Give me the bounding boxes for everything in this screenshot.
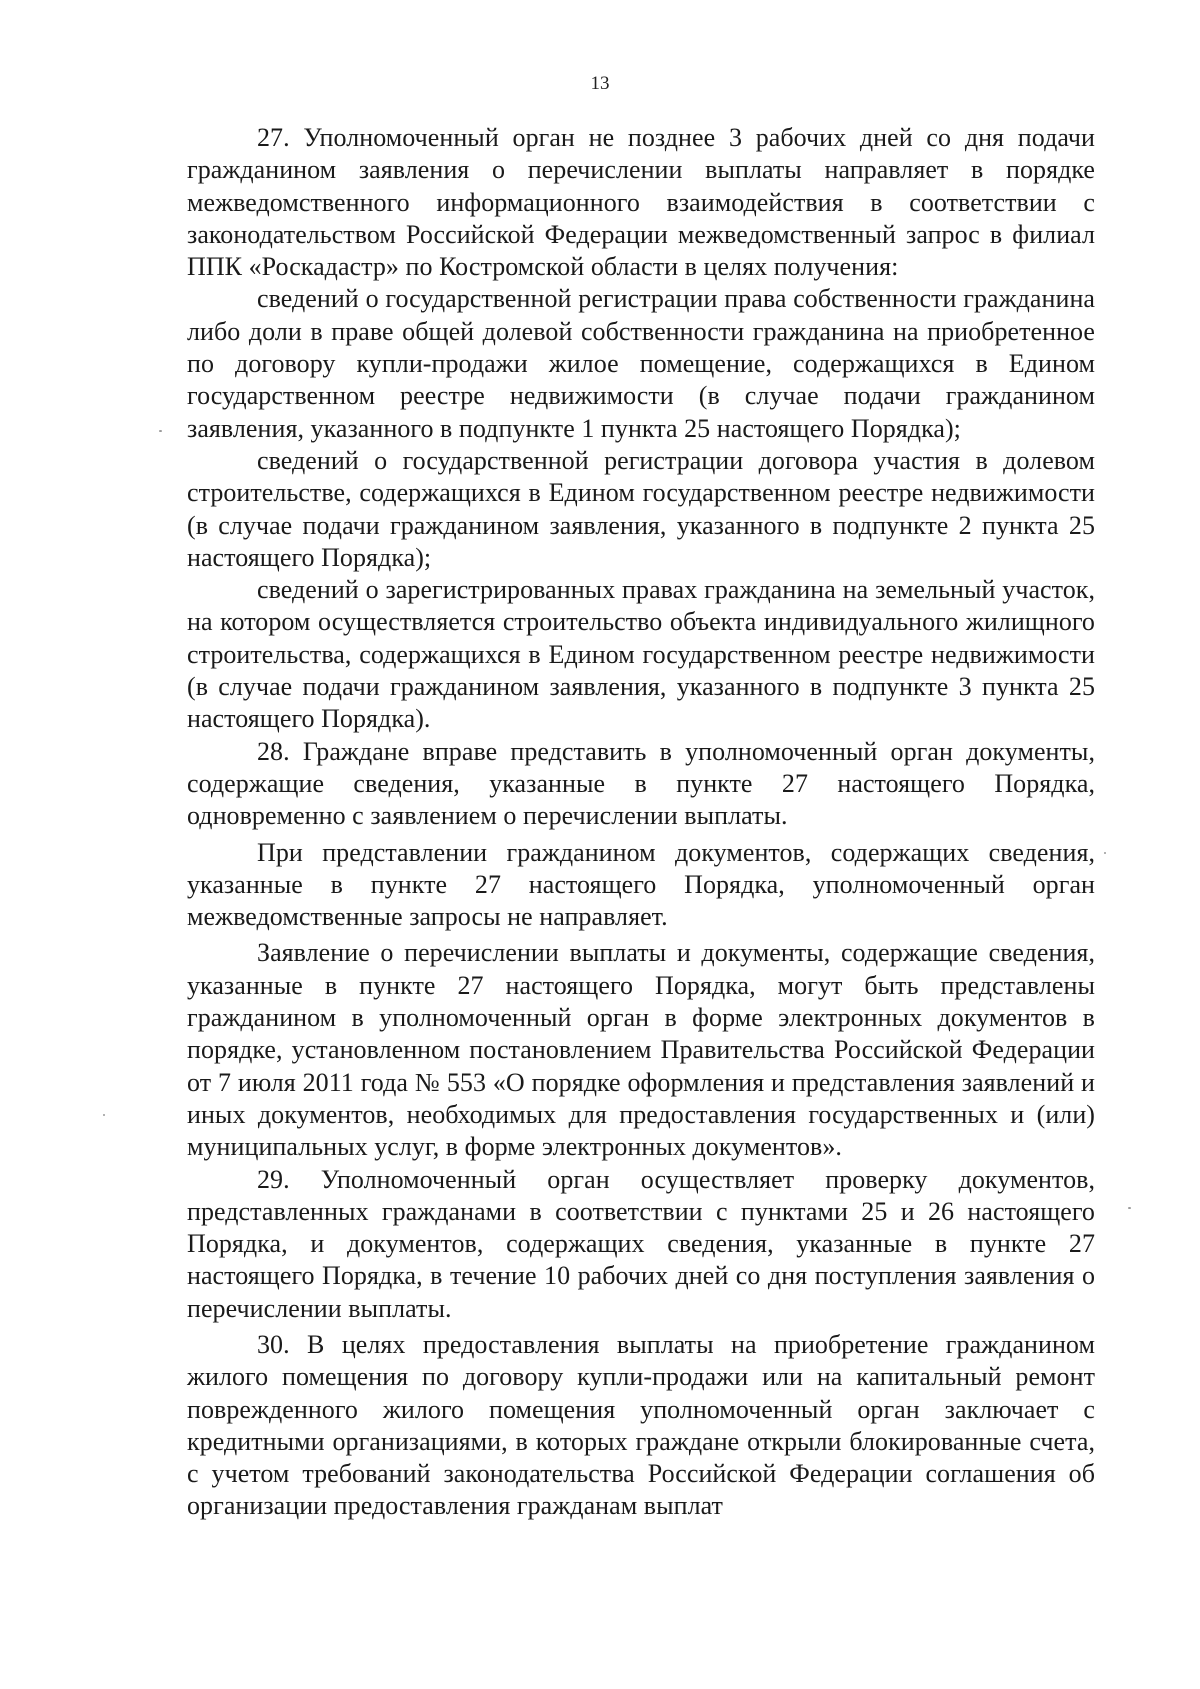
paragraph-27: 27. Уполномоченный орган не позднее 3 рабочих дней со дня подачи гражданином заявления о перечислении выплаты направляет в порядке межведомственного информационного взаимодействия в соответствии с законодательством Российской Федерации межведомственный запрос в филиал ППК «Роскадастр» по Костромской области в целях получения: (187, 123, 1095, 282)
paragraph-28: 28. Граждане вправе представить в уполномоченный орган документы, содержащие сведения, указанные в пункте 27 настоящего Порядка, одновременно с заявлением о перечислении выплаты. (187, 736, 1095, 831)
document-body (187, 122, 1095, 1523)
page-number: 13 (590, 73, 610, 94)
paragraph-28-electronic-form: Заявление о перечислении выплаты и документы, содержащие сведения, указанные в пункте 27 настоящего Порядка, могут быть представлены гражданином в уполномоченный орган в форме электронных документов в порядке, установленном постановлением Правительства Российской Федерации от 7 июля 2011 года № 553 «О порядке оформления и представления заявлений и иных документов, необходимых для предоставления государственных и (или) муниципальных услуг, в форме электронных документов». (187, 938, 1095, 1162)
paragraph-29: 29. Уполномоченный орган осуществляет проверку документов, представленных гражданами в соответствии с пунктами 25 и 26 настоящего Порядка, и документов, содержащих сведения, указанные в пункте 27 настоящего Порядка, в течение 10 рабочих дней со дня поступления заявления о перечислении выплаты. (187, 1164, 1095, 1323)
paragraph-27-item-ownership: сведений о государственной регистрации права собственности гражданина либо доли в праве общей долевой собственности гражданина на приобретенное по договору купли-продажи жилое помещение, содержащихся в Едином государственном реестре недвижимости (в случае подачи гражданином заявления, указанного в подпункте 1 пункта 25 настоящего Порядка); (187, 284, 1095, 443)
paragraph-28-no-requests: При представлении гражданином документов, содержащих сведения, указанные в пункте 27 настоящего Порядка, уполномоченный орган межведомственные запросы не направляет. (187, 837, 1095, 932)
scan-speck (159, 430, 162, 432)
paragraph-27-item-land-rights: сведений о зарегистрированных правах гражданина на земельный участок, на котором осуществляется строительство объекта индивидуального жилищного строительства, содержащихся в Едином государственном реестре недвижимости (в случае подачи гражданином заявления, указанного в подпункте 3 пункта 25 настоящего Порядка). (187, 575, 1095, 734)
scan-speck (103, 1114, 105, 1116)
scan-speck (1128, 1207, 1131, 1209)
scan-speck (1104, 852, 1106, 854)
paragraph-30: 30. В целях предоставления выплаты на приобретение гражданином жилого помещения по договору купли-продажи или на капитальный ремонт поврежденного жилого помещения уполномоченный орган заключает с кредитными организациями, в которых граждане открыли блокированные счета, с учетом требований законодательства Российской Федерации соглашения об организации предоставления гражданам выплат (187, 1329, 1095, 1521)
paragraph-27-item-shared-construction: сведений о государственной регистрации договора участия в долевом строительстве, содержащихся в Едином государственном реестре недвижимости (в случае подачи гражданином заявления, указанного в подпункте 2 пункта 25 настоящего Порядка); (187, 445, 1095, 572)
